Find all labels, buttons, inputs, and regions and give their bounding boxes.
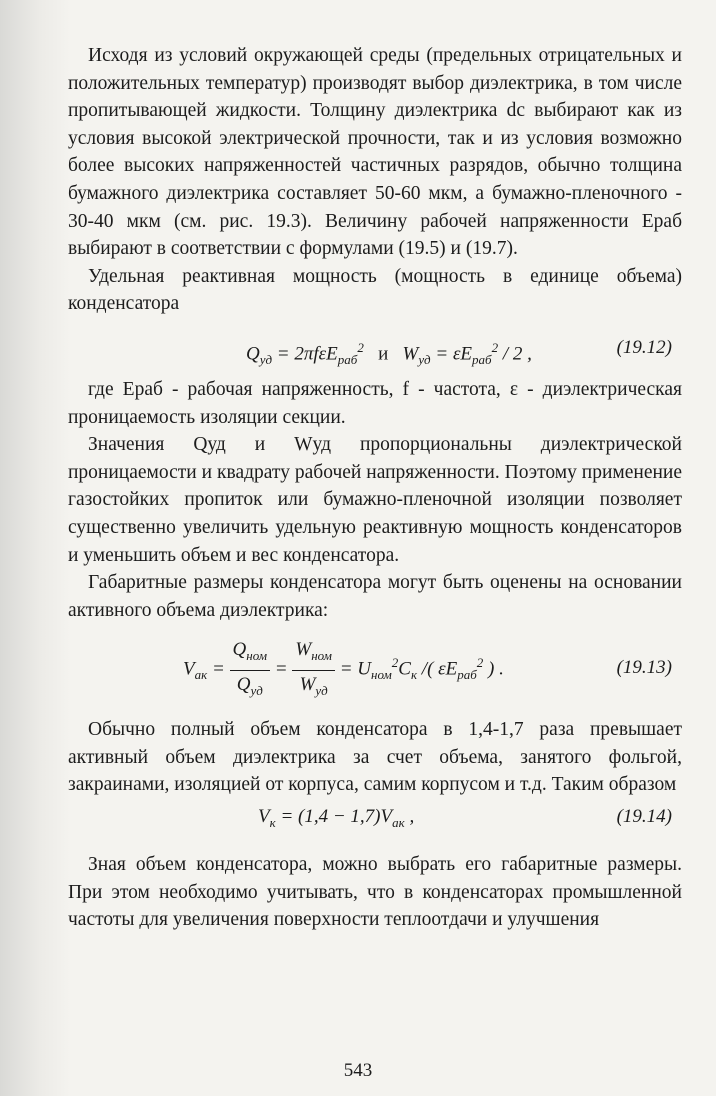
equation-19-13 bbox=[68, 624, 682, 716]
equation-19-14-body: $V_к = (1,4 - 1,7)V_{ак}$ , bbox=[258, 806, 415, 830]
body-text bbox=[68, 42, 682, 934]
equation-19-12-number: (19.12) bbox=[616, 336, 672, 358]
paragraph-1: Исходя из условий окружающей среды (предельных отрицательных и положительных температур) производят выбор диэлектрика, в том числе пропитывающей жидкости. Толщину диэлектрика dс выбирают как из условия высокой электрической прочности, так и из условия возможно более высоких напряженностей частичных разрядов, обычно толщина бумажного диэлектрика составляет 50-60 мкм, а бумажно-пленочного - 30-40 мкм (см. рис. 19.3). Величину рабочей напряженности Eраб выбирают в соответствии с формулами (19.5) и (19.7). bbox=[68, 45, 682, 260]
equation-19-14 bbox=[68, 787, 682, 851]
page-number: 543 bbox=[343, 1060, 373, 1081]
paragraph-6: Обычно полный объем конденсатора в 1,4-1,7 раза превышает активный объем диэлектрика за счет объема, занятого фольгой, закраинами, изоляцией от корпуса, самим корпусом и т.д. Таким образом bbox=[68, 719, 682, 796]
equation-19-12-body: $Q_{уд} = 2\pi f\varepsilon E_{раб}^2$ и $W_{уд} = \varepsilon E_{раб}^2 / 2$ , bbox=[246, 339, 532, 368]
paragraph-7: Зная объем конденсатора, можно выбрать его габаритные размеры. При этом необходимо учитывать, что в конденсаторах промышленной частоты для увеличения поверхности теплоотдачи и улучшения bbox=[68, 854, 682, 931]
paragraph-3: где Eраб - рабочая напряженность, f - частота, ε - диэлектрическая проницаемость изоляции секции. bbox=[68, 378, 682, 428]
equation-19-13-number: (19.13) bbox=[616, 657, 672, 679]
paragraph-4: Значения Qуд и Wуд пропорциональны диэлектрической проницаемости и квадрату рабочей напряженности. Поэтому применение газостойких пропиток или бумажно-пленочной изоляции позволяет существенно увеличить удельную реактивную мощность конденсаторов и уменьшить объем и вес конденсатора. bbox=[68, 434, 682, 566]
equation-19-12 bbox=[68, 318, 682, 376]
equation-19-14-number: (19.14) bbox=[616, 806, 672, 828]
paragraph-2: Удельная реактивная мощность (мощность в единице объема) конденсатора bbox=[68, 265, 682, 315]
paragraph-5: Габаритные размеры конденсатора могут быть оценены на основании активного объема диэлектрика: bbox=[68, 572, 682, 621]
equation-19-13-body: $V_{ак}$ = $\frac{Q_{ном}}{Q_{уд}}$ = $\frac{W_{ном}}{W_{уд}}$ = $U_{ном}^2C_к$ /( $\varepsilon E_{раб}^2$ ) . bbox=[183, 636, 504, 704]
